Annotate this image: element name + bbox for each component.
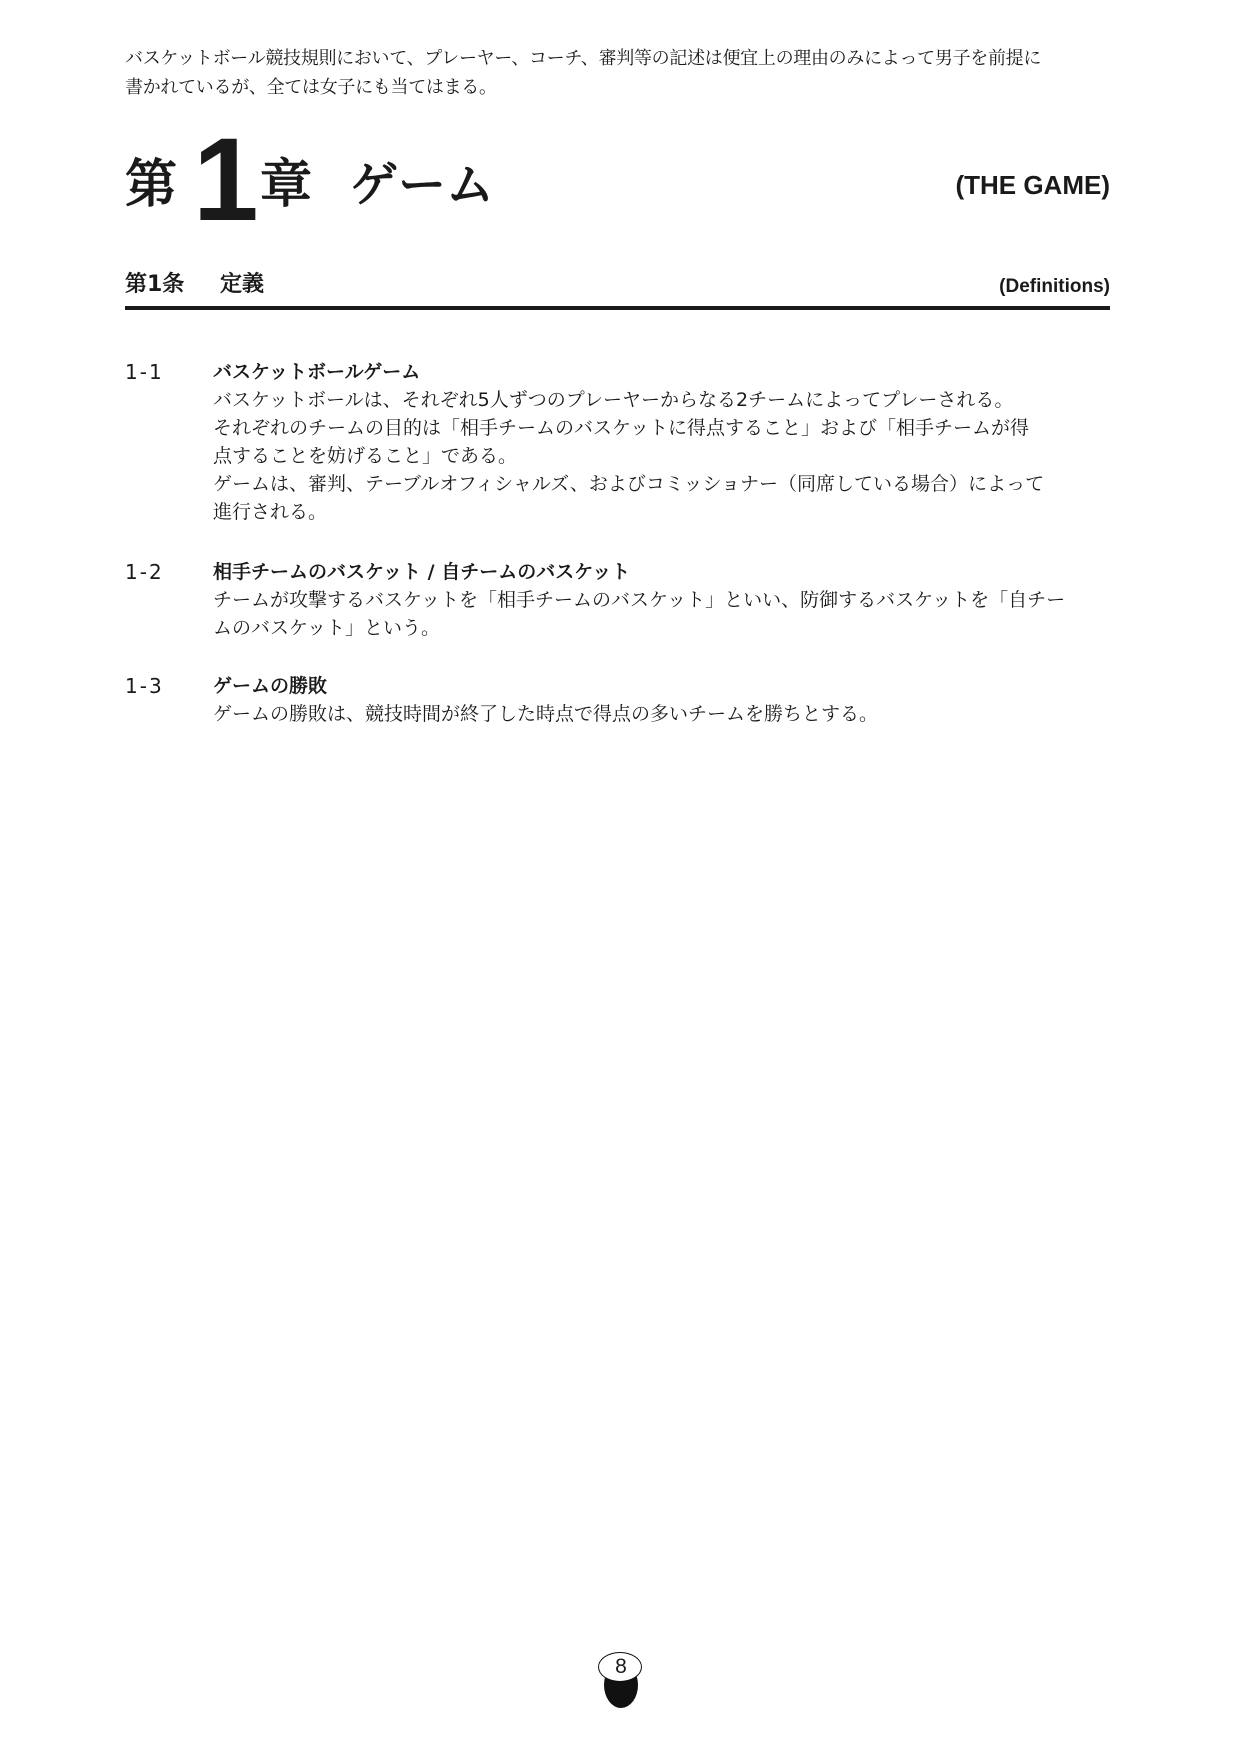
article-number: 第1条 <box>125 272 185 297</box>
article-divider <box>125 306 1110 310</box>
page-number: 8 <box>615 1655 627 1678</box>
body-line: ムのバスケット」という。 <box>213 617 441 639</box>
body-line: それぞれのチームの目的は「相手チームのバスケットに得点すること」および「相手チームが得 <box>213 417 1030 439</box>
section-body <box>213 586 1110 642</box>
gender-note-line-2: 書かれているが、全ては女子にも当てはまる。 <box>125 77 497 98</box>
section-title: バスケットボールゲーム <box>213 361 421 383</box>
chapter-prefix: 第 <box>125 155 178 215</box>
section-body <box>213 700 1110 728</box>
chapter-title-english: (THE GAME) <box>955 170 1110 200</box>
gender-note <box>125 44 1125 102</box>
body-line: チームが攻撃するバスケットを「相手チームのバスケット」といい、防御するバスケットを「自チー <box>213 589 1066 611</box>
section-number: 1-1 <box>125 360 164 384</box>
body-line: バスケットボールは、それぞれ5人ずつのプレーヤーからなる2チームによってプレーされる。 <box>213 389 1014 411</box>
article-title: 定義 <box>220 272 265 297</box>
chapter-title: ゲーム <box>350 157 495 213</box>
section-number: 1-3 <box>125 674 164 698</box>
body-line: 進行される。 <box>213 501 328 523</box>
article-heading <box>125 268 1110 308</box>
chapter-heading <box>125 114 1110 246</box>
section-body <box>213 386 1110 526</box>
section-number: 1-2 <box>125 560 164 584</box>
page-number-badge <box>598 1652 644 1708</box>
body-line: ゲームは、審判、テーブルオフィシャルズ、およびコミッショナー（同席している場合）によって <box>213 473 1045 495</box>
chapter-number: 1 <box>193 114 259 246</box>
body-line: ゲームの勝敗は、競技時間が終了した時点で得点の多いチームを勝ちとする。 <box>213 703 879 725</box>
section-title: ゲームの勝敗 <box>213 675 328 697</box>
chapter-suffix: 章 <box>260 155 313 215</box>
gender-note-line-1: バスケットボール競技規則において、プレーヤー、コーチ、審判等の記述は便宜上の理由のみによって男子を前提に <box>125 48 1042 69</box>
section-title: 相手チームのバスケット / 自チームのバスケット <box>213 561 631 583</box>
article-title-english: (Definitions) <box>999 276 1110 297</box>
body-line: 点することを妨げること」である。 <box>213 445 518 467</box>
